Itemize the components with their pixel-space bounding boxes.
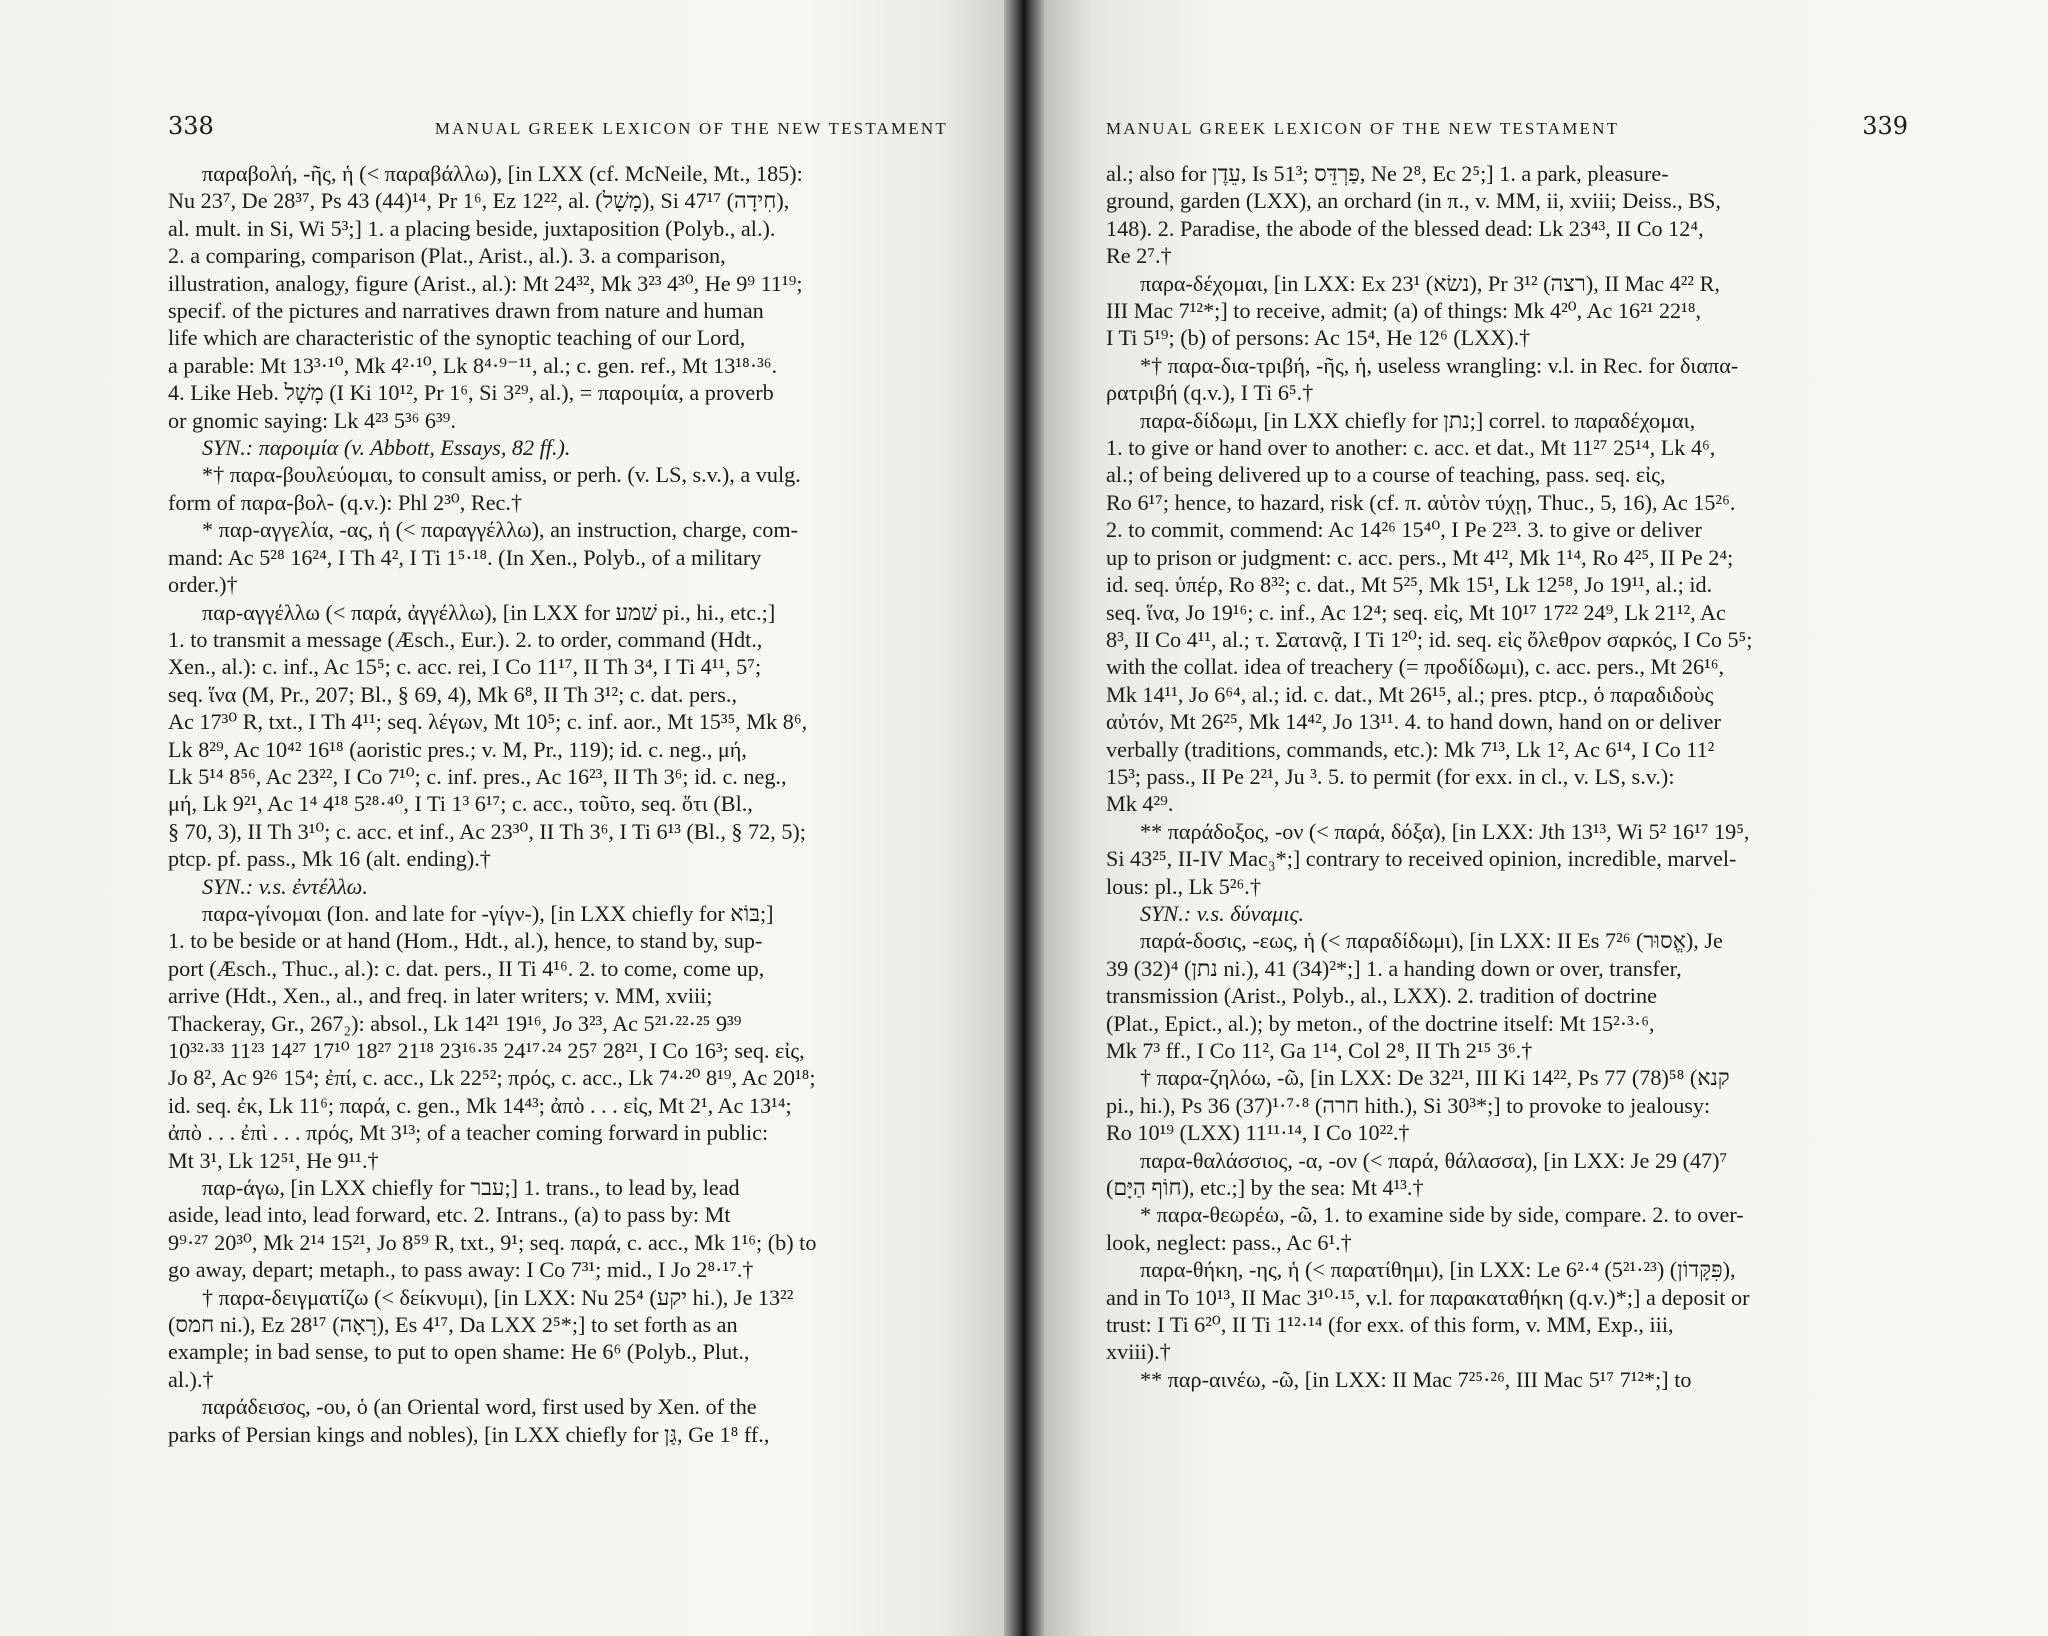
text-line: μή, Lk 9²¹, Ac 1⁴ 4¹⁸ 5²⁸·⁴⁰, I Ti 1³ 6¹⁷; c. acc., τοῦτο, seq. ὅτι (Bl., (168, 791, 753, 817)
text-line: lous: pl., Lk 5²⁶.† (1106, 873, 1261, 899)
text-line: * παρ-αγγελία, -ας, ἡ (< παραγγέλλω), an instruction, charge, com- (202, 517, 798, 543)
right-page (1044, 0, 2048, 1636)
text-line: ptcp. pf. pass., Mk 16 (alt. ending).† (168, 846, 491, 872)
text-line: παρ-άγω, [in LXX chiefly for עבר;] 1. trans., to lead by, lead (202, 1175, 740, 1201)
text-line: αὐτόν, Mt 26²⁵, Mk 14⁴², Jo 13¹¹. 4. to hand down, hand on or deliver (1106, 709, 1721, 735)
left-page (0, 0, 1004, 1636)
left-page-number: 338 (168, 112, 214, 140)
text-line: 2. a comparing, comparison (Plat., Arist., al.). 3. a comparison, (168, 243, 726, 269)
text-line: Ro 6¹⁷; hence, to hazard, risk (cf. π. αὑτὸν τύχῃ, Thuc., 5, 16), Ac 15²⁶. (1106, 489, 1736, 515)
text-line: Mk 14¹¹, Jo 6⁶⁴, al.; id. c. dat., Mt 26¹⁵, al.; pres. ptcp., ὁ παραδιδοὺς (1106, 681, 1714, 707)
text-line: SYN.: v.s. δύναμις. (1140, 900, 1305, 926)
text-line: id. seq. ὑπέρ, Ro 8³²; c. dat., Mt 5²⁵, Mk 15¹, Lk 12⁵⁸, Jo 19¹¹, al.; id. (1106, 572, 1713, 598)
text-line: I Ti 5¹⁹; (b) of persons: Ac 15⁴, He 12⁶ (LXX).† (1106, 325, 1531, 351)
text-line: mand: Ac 5²⁸ 16²⁴, I Th 4², I Ti 1⁵·¹⁸. (In Xen., Polyb., of a military (168, 544, 762, 570)
text-line: life which are characteristic of the synoptic teaching of our Lord, (168, 325, 746, 351)
text-line: Mt 3¹, Lk 12⁵¹, He 9¹¹.† (168, 1147, 379, 1173)
text-line: Nu 23⁷, De 28³⁷, Ps 43 (44)¹⁴, Pr 1⁶, Ez 12²², al. (מָשָׁל), Si 47¹⁷ (חִידָה), (168, 188, 790, 214)
text-line: ρατριβή (q.v.), I Ti 6⁵.† (1106, 380, 1314, 406)
text-line: παρα-θήκη, -ης, ἡ (< παρατίθημι), [in LXX: Le 6²·⁴ (5²¹·²³) (פִּקָּדוֹן), (1140, 1257, 1736, 1283)
text-line: III Mac 7¹²*;] to receive, admit; (a) of things: Mk 4²⁰, Ac 16²¹ 22¹⁸, (1106, 298, 1702, 324)
text-line: 39 (32)⁴ (נתן ni.), 41 (34)²*;] 1. a handing down or over, transfer, (1106, 955, 1682, 981)
text-line: ** παράδοξος, -ον (< παρά, δόξα), [in LXX: Jth 13¹³, Wi 5² 16¹⁷ 19⁵, (1140, 818, 1750, 844)
text-line: Mk 7³ ff., I Co 11², Ga 1¹⁴, Col 2⁸, II Th 2¹⁵ 3⁶.† (1106, 1038, 1533, 1063)
text-line: † παρα-δειγματίζω (< δείκνυμι), [in LXX: Nu 25⁴ (יקע hi.), Je 13²² (202, 1284, 794, 1310)
text-line: go away, depart; metaph., to pass away: I Co 7³¹; mid., I Jo 2⁸·¹⁷.† (168, 1257, 754, 1283)
text-line: 8³, II Co 4¹¹, al.; τ. Σατανᾷ, I Ti 1²⁰; id. seq. εἰς ὄλεθρον σαρκός, I Co 5⁵; (1106, 626, 1753, 652)
text-line: ground, garden (LXX), an orchard (in π., v. MM, ii, xviii; Deiss., BS, (1106, 188, 1721, 214)
text-line: form of παρα-βολ- (q.v.): Phl 2³⁰, Rec.† (168, 489, 523, 515)
text-line: up to prison or judgment: c. acc. pers., Mt 4¹², Mk 1¹⁴, Ro 4²⁵, II Pe 2⁴; (1106, 544, 1734, 570)
text-line: Lk 8²⁹, Ac 10⁴² 16¹⁸ (aoristic pres.; v. M, Pr., 119); id. c. neg., μή, (168, 736, 747, 762)
text-line: transmission (Arist., Polyb., al., LXX). 2. tradition of doctrine (1106, 983, 1657, 1009)
text-line: seq. ἵνα (M, Pr., 207; Bl., § 69, 4), Mk 6⁸, II Th 3¹²; c. dat. pers., (168, 681, 738, 707)
text-line: παρα-δίδωμι, [in LXX chiefly for נתן;] correl. to παραδέχομαι, (1140, 407, 1696, 433)
text-line: al.; also for עֵדֶן, Is 51³; פַּרְדֵּס, Ne 2⁸, Ec 2⁵;] 1. a park, pleasure- (1106, 161, 1669, 186)
text-line: Si 43²⁵, II-IV Mac₃*;] contrary to received opinion, incredible, marvel- (1106, 846, 1737, 872)
text-line: trust: I Ti 6²⁰, II Ti 1¹²·¹⁴ (for exx. of this form, v. MM, Exp., iii, (1106, 1312, 1674, 1338)
text-line: 15³; pass., II Pe 2²¹, Ju ³. 5. to permit (for exx. in cl., v. LS, s.v.): (1106, 763, 1675, 789)
text-line: a parable: Mt 13³·¹⁰, Mk 4²·¹⁰, Lk 8⁴·⁹⁻¹¹, al.; c. gen. ref., Mt 13¹⁸·³⁶. (168, 352, 778, 378)
text-line: 4. Like Heb. מָשָׁל (I Ki 10¹², Pr 1⁶, Si 3²⁹, al.), = παροιμία, a proverb (168, 380, 774, 406)
text-line: aside, lead into, lead forward, etc. 2. Intrans., (a) to pass by: Mt (168, 1202, 731, 1228)
text-line: παρα-γίνομαι (Ion. and late for -γίγν-), [in LXX chiefly for בּוֹא;] (202, 900, 774, 926)
text-line: arrive (Hdt., Xen., al., and freq. in later writers; v. MM, xviii; (168, 983, 713, 1009)
text-line: 1. to give or hand over to another: c. acc. et dat., Mt 11²⁷ 25¹⁴, Lk 4⁶, (1106, 435, 1716, 461)
text-line: SYN.: παροιμία (v. Abbott, Essays, 82 ff.). (202, 435, 571, 461)
text-line: Xen., al.): c. inf., Ac 15⁵; c. acc. rei, I Co 11¹⁷, II Th 3⁴, I Ti 4¹¹, 5⁷; (168, 654, 762, 680)
text-line: al. mult. in Si, Wi 5³;] 1. a placing beside, juxtaposition (Polyb., al.). (168, 215, 776, 241)
text-line: port (Æsch., Thuc., al.): c. dat. pers., II Ti 4¹⁶. 2. to come, come up, (168, 955, 765, 981)
text-line: (חמס ni.), Ez 28¹⁷ (רָאָה), Es 4¹⁷, Da LXX 2⁵*;] to set forth as an (168, 1312, 738, 1338)
text-line: Ro 10¹⁹ (LXX) 11¹¹·¹⁴, I Co 10²².† (1106, 1120, 1410, 1146)
text-line: παρα-δέχομαι, [in LXX: Ex 23¹ (נשׂא), Pr 3¹² (רצה), II Mac 4²² R, (1140, 270, 1720, 296)
text-line: 1. to transmit a message (Æsch., Eur.). 2. to order, command (Hdt., (168, 626, 763, 652)
right-running-head: MANUAL GREEK LEXICON OF THE NEW TESTAMENT (1106, 119, 1620, 138)
text-line: παρα-θαλάσσιος, -α, -ον (< παρά, θάλασσα), [in LXX: Je 29 (47)⁷ (1140, 1147, 1728, 1173)
text-line: Jo 8², Ac 9²⁶ 15⁴; ἐπί, c. acc., Lk 22⁵²; πρός, c. acc., Lk 7⁴·²⁰ 8¹⁹, Ac 20¹⁸; (168, 1065, 816, 1091)
text-line: example; in bad sense, to put to open shame: He 6⁶ (Polyb., Plut., (168, 1339, 750, 1365)
text-line: look, neglect: pass., Ac 6¹.† (1106, 1229, 1352, 1255)
text-line: with the collat. idea of treachery (= προδίδωμι), c. acc. pers., Mt 26¹⁶, (1106, 654, 1725, 680)
text-line: παράδεισος, -ου, ὁ (an Oriental word, first used by Xen. of the (202, 1394, 757, 1420)
right-page-header (1106, 112, 1908, 156)
text-line: παρ-αγγέλλω (< παρά, ἀγγέλλω), [in LXX for שׁמע pi., hi., etc.;] (202, 599, 776, 625)
text-line: 148). 2. Paradise, the abode of the blessed dead: Lk 23⁴³, II Co 12⁴, (1106, 215, 1704, 241)
text-line: *† παρα-βουλεύομαι, to consult amiss, or perh. (v. LS, s.v.), a vulg. (202, 462, 801, 488)
text-line: Ac 17³⁰ R, txt., I Th 4¹¹; seq. λέγων, Mt 10⁵; c. inf. aor., Mt 15³⁵, Mk 8⁶, (168, 709, 808, 735)
text-line: SYN.: v.s. ἐντέλλω. (202, 873, 368, 899)
text-line: 2. to commit, commend: Ac 14²⁶ 15⁴⁰, I Pe 2²³. 3. to give or deliver (1106, 517, 1702, 543)
text-line: Mk 4²⁹. (1106, 791, 1174, 817)
text-line: 1. to be beside or at hand (Hom., Hdt., al.), hence, to stand by, sup- (168, 928, 763, 954)
right-page-body (1106, 160, 1908, 1393)
left-page-body (168, 160, 948, 1448)
book-gutter (1004, 0, 1044, 1636)
text-line: ** παρ-αινέω, -ῶ, [in LXX: II Mac 7²⁵·²⁶, III Mac 5¹⁷ 7¹²*;] to (1140, 1366, 1692, 1392)
text-line: Re 2⁷.† (1106, 243, 1172, 269)
text-line: illustration, analogy, figure (Arist., al.): Mt 24³², Mk 3²³ 4³⁰, He 9⁹ 11¹⁹; (168, 270, 803, 296)
text-line: Thackeray, Gr., 267₂): absol., Lk 14²¹ 19¹⁶, Jo 3²³, Ac 5²¹·²²·²⁵ 9³⁹ (168, 1010, 742, 1036)
text-line: parks of Persian kings and nobles), [in LXX chiefly for גַּן, Ge 1⁸ ff., (168, 1421, 770, 1447)
text-line: * παρα-θεωρέω, -ῶ, 1. to examine side by side, compare. 2. to over- (1140, 1202, 1744, 1228)
text-line: id. seq. ἐκ, Lk 11⁶; παρά, c. gen., Mk 14⁴³; ἀπὸ . . . εἰς, Mt 2¹, Ac 13¹⁴; (168, 1092, 792, 1118)
text-line: ἀπὸ . . . ἐπὶ . . . πρός, Mt 3¹³; of a teacher coming forward in public: (168, 1120, 769, 1146)
text-line: verbally (traditions, commands, etc.): Mk 7¹³, Lk 1², Ac 6¹⁴, I Co 11² (1106, 736, 1715, 762)
text-line: and in To 10¹³, II Mac 3¹⁰·¹⁵, v.l. for παρακαταθήκη (q.v.)*;] a deposit or (1106, 1284, 1750, 1310)
text-line: † παρα-ζηλόω, -ῶ, [in LXX: De 32²¹, III Ki 14²², Ps 77 (78)⁵⁸ (קנא (1140, 1065, 1730, 1091)
text-line: § 70, 3), II Th 3¹⁰; c. acc. et inf., Ac 23³⁰, II Th 3⁶, I Ti 6¹³ (Bl., § 72, 5); (168, 818, 806, 844)
text-line: παραβολή, -ῆς, ἡ (< παραβάλλω), [in LXX (cf. McNeile, Mt., 185): (202, 161, 803, 186)
text-line: 9⁹·²⁷ 20³⁰, Mk 2¹⁴ 15²¹, Jo 8⁵⁹ R, txt., 9¹; seq. παρά, c. acc., Mk 1¹⁶; (b) to (168, 1229, 817, 1255)
text-line: order.)† (168, 572, 238, 598)
text-line: xviii).† (1106, 1339, 1171, 1365)
text-line: or gnomic saying: Lk 4²³ 5³⁶ 6³⁹. (168, 407, 456, 433)
text-line: (חוֹף הַיָּם), etc.;] by the sea: Mt 4¹³.† (1106, 1175, 1424, 1201)
right-page-number: 339 (1862, 112, 1908, 140)
left-page-header (168, 112, 948, 156)
text-line: *† παρα-δια-τριβή, -ῆς, ἡ, useless wrangling: v.l. in Rec. for διαπα- (1140, 352, 1739, 378)
text-line: pi., hi.), Ps 36 (37)¹·⁷·⁸ (חרה hith.), Si 30³*;] to provoke to jealousy: (1106, 1092, 1711, 1118)
text-line: seq. ἵνα, Jo 19¹⁶; c. inf., Ac 12⁴; seq. εἰς, Mt 10¹⁷ 17²² 24⁹, Lk 21¹², Ac (1106, 599, 1726, 625)
text-line: al.).† (168, 1366, 214, 1392)
text-line: παρά-δοσις, -εως, ἡ (< παραδίδωμι), [in LXX: II Es 7²⁶ (אֱסוּר), Je (1140, 928, 1723, 954)
text-line: 10³²·³³ 11²³ 14²⁷ 17¹⁰ 18²⁷ 21¹⁸ 23¹⁶·³⁵ 24¹⁷·²⁴ 25⁷ 28²¹, I Co 16³; seq. εἰς, (168, 1038, 805, 1063)
text-line: (Plat., Epict., al.); by meton., of the doctrine itself: Mt 15²·³·⁶, (1106, 1010, 1655, 1036)
text-line: Lk 5¹⁴ 8⁵⁶, Ac 23²², I Co 7¹⁰; c. inf. pres., Ac 16²³, II Th 3⁶; id. c. neg., (168, 763, 787, 789)
text-line: specif. of the pictures and narratives drawn from nature and human (168, 298, 764, 324)
left-running-head: MANUAL GREEK LEXICON OF THE NEW TESTAMENT (434, 119, 948, 138)
text-line: al.; of being delivered up to a course of teaching, pass. seq. εἰς, (1106, 462, 1666, 488)
